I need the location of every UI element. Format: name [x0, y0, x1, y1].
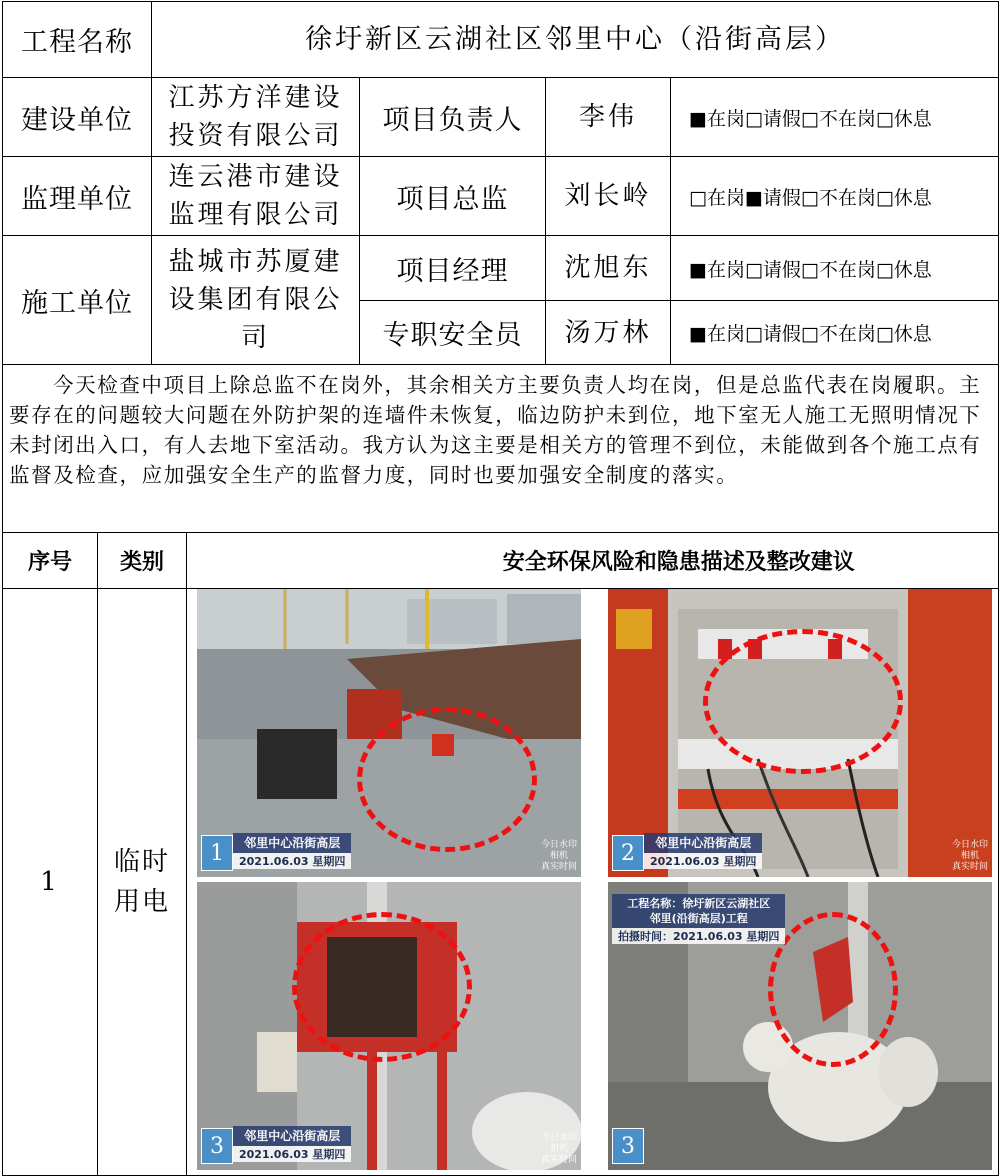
camera-stamp: 今日水印 相机 真实时间 [540, 1133, 577, 1165]
unit-name-contractor: 盐城市苏厦建 设集团有限公 司 [152, 236, 360, 365]
status-project-manager: ■在岗□请假□不在岗□休息 [671, 236, 999, 301]
role-safety-officer: 专职安全员 [360, 301, 546, 365]
photo-2 [608, 589, 992, 877]
person-project-manager: 沈旭东 [546, 236, 671, 301]
unit-label-construction: 建设单位 [3, 78, 152, 157]
camera-stamp: 今日水印 相机 真实时间 [540, 840, 577, 872]
photo-watermark: 邻里中心沿街高层 2021.06.03 星期四 [233, 833, 351, 869]
inspection-table [2, 1, 999, 1176]
photo-watermark: 工程名称：徐圩新区云湖社区 邻里(沿街高层)工程 拍摄时间：2021.06.03 星期四 [612, 894, 785, 944]
project-name-value: 徐圩新区云湖社区邻里中心（沿街高层） [152, 2, 999, 78]
unit-label-supervision: 监理单位 [3, 157, 152, 236]
photo-badge: 3 [612, 1128, 644, 1164]
status-chief-supervisor: □在岗■请假□不在岗□休息 [671, 157, 999, 236]
unit-name-construction: 江苏方洋建设 投资有限公司 [152, 78, 360, 157]
highlight-circle [292, 912, 472, 1062]
photo-4 [608, 882, 992, 1170]
status-project-leader: ■在岗□请假□不在岗□休息 [671, 78, 999, 157]
highlight-circle [768, 912, 898, 1067]
project-name-label: 工程名称 [3, 2, 152, 78]
camera-stamp: 今日水印 相机 真实时间 [951, 840, 988, 872]
col-header-category: 类别 [98, 533, 187, 588]
photo-badge: 3 [201, 1128, 233, 1164]
item-no: 1 [3, 589, 98, 1176]
person-chief-supervisor: 刘长岭 [546, 157, 671, 236]
inspection-summary: 今天检查中项目上除总监不在岗外，其余相关方主要负责人均在岗，但是总监代表在岗履职。主要存在的问题较大问题在外防护架的连墙件未恢复，临边防护未到位，地下室无人施工无照明情况下未封闭出入口，有人去地下室活动。我方认为这主要是相关方的管理不到位，未能做到各个施工点有监督及检查，应加强安全生产的监督力度，同时也要加强安全制度的落实。 [3, 365, 999, 533]
person-project-leader: 李伟 [546, 78, 671, 157]
person-safety-officer: 汤万林 [546, 301, 671, 365]
role-chief-supervisor: 项目总监 [360, 157, 546, 236]
photo-badge: 1 [201, 835, 233, 871]
highlight-circle [357, 707, 537, 852]
highlight-circle [703, 629, 903, 774]
unit-label-contractor: 施工单位 [3, 236, 152, 365]
unit-name-supervision: 连云港市建设 监理有限公司 [152, 157, 360, 236]
role-project-manager: 项目经理 [360, 236, 546, 301]
photo-area [98, 589, 999, 1176]
col-header-no: 序号 [3, 533, 98, 589]
photo-watermark: 邻里中心沿街高层 2021.06.03 星期四 [644, 833, 762, 869]
photo-watermark: 邻里中心沿街高层 2021.06.03 星期四 [233, 1126, 351, 1162]
role-project-leader: 项目负责人 [360, 78, 546, 157]
item-category: 临时 用电 [98, 589, 187, 1175]
photo-3 [197, 882, 581, 1170]
status-safety-officer: ■在岗□请假□不在岗□休息 [671, 301, 999, 365]
col-header-description: 安全环保风险和隐患描述及整改建议 [360, 533, 999, 589]
photo-1 [197, 589, 581, 877]
inspection-record-page [2, 1, 998, 1176]
photo-badge: 2 [612, 835, 644, 871]
